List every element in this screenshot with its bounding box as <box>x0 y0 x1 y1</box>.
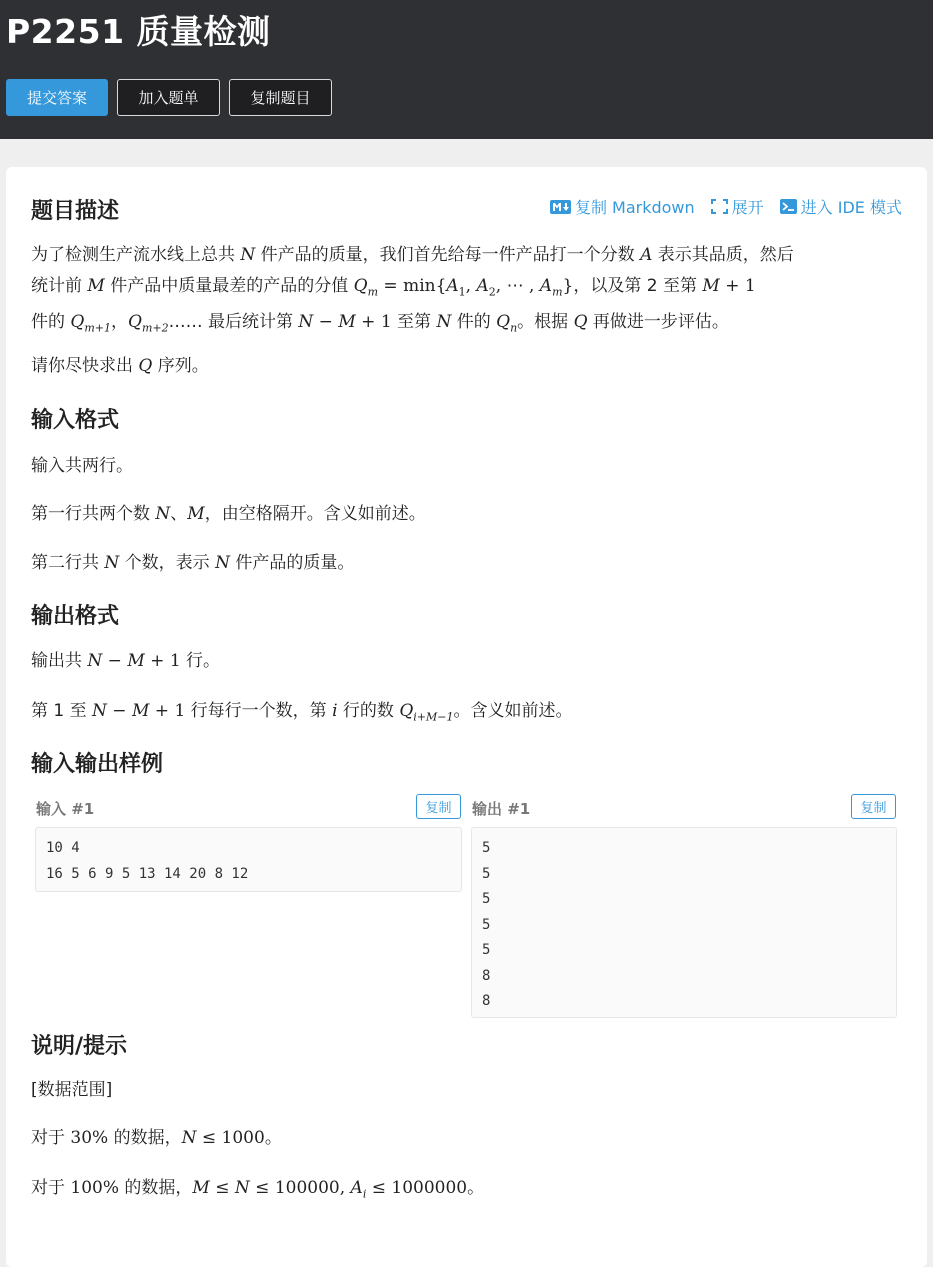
output-format-line-2: 第 1 至 N − M + 1 行每行一个数，第 i 行的数 $Q_{i+M-1}$。含义如前述。 <box>31 701 573 724</box>
sample-input-label: 输入 #1 <box>36 800 95 818</box>
sample-output-label: 输出 #1 <box>472 800 531 818</box>
copy-problem-button[interactable]: 复制题目 <box>229 79 332 116</box>
expand-link[interactable] <box>711 195 764 218</box>
samples-heading: 输入输出样例 <box>31 752 164 777</box>
output-format-line-1: 输出共 N − M + 1 行。 <box>31 651 221 671</box>
enter-ide-link[interactable] <box>780 195 902 218</box>
copy-markdown-label: 复制 Markdown <box>574 198 695 217</box>
terminal-icon <box>780 199 797 214</box>
add-to-list-button[interactable]: 加入题单 <box>117 79 220 116</box>
input-format-line-2: 第一行共两个数 N、M，由空格隔开。含义如前述。 <box>31 504 426 524</box>
expand-icon <box>711 199 728 214</box>
copy-markdown-link[interactable] <box>550 195 695 218</box>
description-line-2: 统计前 M 件产品中质量最差的产品的分值 $Q_m = \min\{A_1$, $A_2$, ⋯ , $A_m$}，以及第 2 至第 M + 1 <box>31 276 756 299</box>
problem-header <box>0 0 933 139</box>
hint-line-2: 对于 30% 的数据，N ≤ 1000。 <box>31 1128 282 1148</box>
enter-ide-label: 进入 IDE 模式 <box>800 198 902 217</box>
problem-card <box>6 167 927 1267</box>
input-format-line-3: 第二行共 N 个数，表示 N 件产品的质量。 <box>31 553 355 573</box>
sample-output-code[interactable]: 5 5 5 5 5 8 8 <box>471 827 897 1018</box>
expand-label: 展开 <box>731 198 764 217</box>
hint-line-1: [数据范围] <box>31 1080 113 1100</box>
hint-heading: 说明/提示 <box>31 1034 128 1059</box>
submit-answer-button[interactable]: 提交答案 <box>6 79 108 116</box>
description-line-1: 为了检测生产流水线上总共 N 件产品的质量，我们首先给每一件产品打一个分数 A 表示其品质，然后 <box>31 245 794 265</box>
copy-input-button[interactable]: 复制 <box>416 794 461 819</box>
problem-tools <box>550 195 902 218</box>
description-paragraph <box>31 240 901 344</box>
hint-line-3: 对于 100% 的数据，M ≤ N ≤ 100000, $A_i \le 1000000$。 <box>31 1178 485 1201</box>
sample-input-code[interactable]: 10 4 16 5 6 9 5 13 14 20 8 12 <box>35 827 462 892</box>
copy-output-button[interactable]: 复制 <box>851 794 896 819</box>
problem-title: P2251 质量检测 <box>6 12 271 51</box>
input-format-line-1: 输入共两行。 <box>31 456 133 476</box>
header-actions <box>6 79 332 116</box>
description-paragraph-2: 请你尽快求出 Q 序列。 <box>31 356 209 376</box>
input-format-heading: 输入格式 <box>31 408 120 433</box>
markdown-icon <box>550 200 571 214</box>
description-heading: 题目描述 <box>31 199 120 224</box>
description-line-3: 件的 $Q_{m+1}$，$Q_{m+2}\dots\dots$ 最后统计第 N − M + 1 至第 N 件的 $Q_n$。根据 Q 再做进一步评估。 <box>31 312 729 335</box>
output-format-heading: 输出格式 <box>31 604 120 629</box>
